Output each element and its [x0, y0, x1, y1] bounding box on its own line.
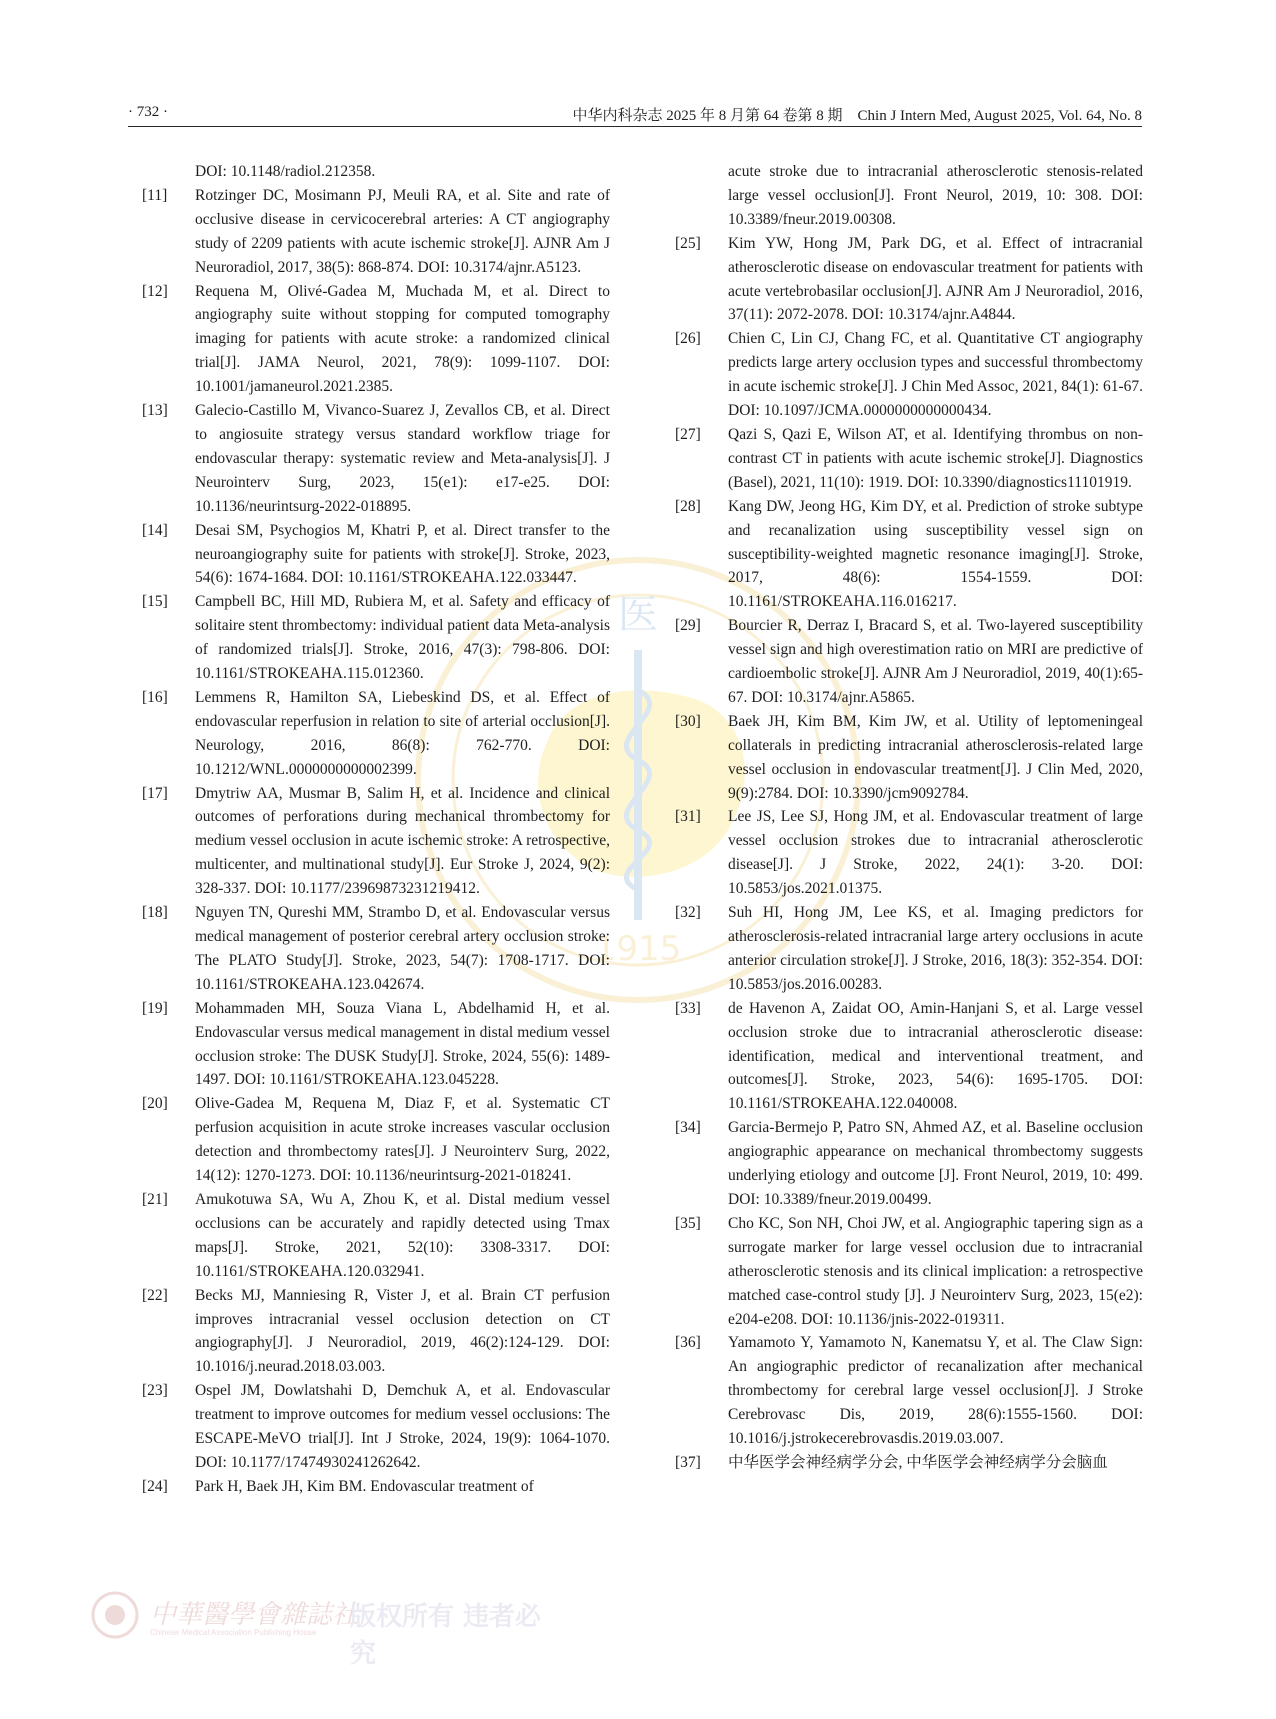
publisher-watermark [80, 1590, 560, 1669]
reference-item [142, 1475, 610, 1499]
reference-item [142, 997, 610, 1093]
reference-text: Desai SM, Psychogios M, Khatri P, et al. Direct transfer to the neuroangiography suite for patients with stroke[J]. Stroke, 2023, 54(6): 1674-1684. DOI: 10.1161/STROKEAHA.122.033447. [195, 521, 610, 587]
reference-number: [35] [675, 1214, 701, 1232]
reference-text: Kang DW, Jeong HG, Kim DY, et al. Prediction of stroke subtype and recanalization using susceptibility vessel sign on susceptibility-weighted magnetic resonance imaging[J]. Stroke, 2017, 48(6): 1554-1559. DOI: 10.1161/STROKEAHA.116.016217. [728, 497, 1143, 611]
reference-number: [22] [142, 1286, 168, 1304]
reference-text: Baek JH, Kim BM, Kim JW, et al. Utility of leptomeningeal collaterals in predicting intracranial atherosclerosis-related large vessel occlusion in endovascular treatment[J]. J Clin Med, 2020, 9(9):2784. DOI: 10.3390/jcm9092784. [728, 712, 1143, 802]
reference-text: Suh HI, Hong JM, Lee KS, et al. Imaging predictors for atherosclerosis-related intracranial large artery occlusions in acute anterior circulation stroke[J]. J Stroke, 2016, 18(3): 352-354. DOI: 10.5853/jos.2016.00283. [728, 904, 1143, 993]
reference-item [142, 590, 610, 686]
reference-text: Mohammaden MH, Souza Viana L, Abdelhamid H, et al. Endovascular versus medical management in distal medium vessel occlusion stroke: The DUSK Study[J]. Stroke, 2024, 55(6): 1489-1497. DOI: 10.1161/STROKEAHA.123.045228. [195, 999, 610, 1089]
reference-text: Galecio-Castillo M, Vivanco-Suarez J, Zevallos CB, et al. Direct to angiosuite strategy versus standard workflow triage for endovascular therapy: systematic review and Meta-analysis[J]. J Neurointerv Surg, 2023, 15(e1): e17-e25. DOI: 10.1136/neurintsurg-2022-018895. [195, 402, 610, 515]
reference-item [142, 1379, 610, 1475]
reference-text: Rotzinger DC, Mosimann PJ, Meuli RA, et al. Site and rate of occlusive disease in cervicocerebral arteries: A CT angiography study of 2209 patients with acute ischemic stroke[J]. AJNR Am J Neuroradiol, 2017, 38(5): 868-874. DOI: 10.3174/ajnr.A5123. [195, 186, 610, 276]
reference-item [142, 280, 610, 400]
reference-text: Ospel JM, Dowlatshahi D, Demchuk A, et al. Endovascular treatment to improve outcomes for medium vessel occlusions: The ESCAPE-MeVO trial[J]. Int J Stroke, 2024, 19(9): 1064-1070. DOI: 10.1177/17474930241262642. [195, 1382, 610, 1471]
publisher-logo-icon [90, 1590, 140, 1640]
reference-number: [23] [142, 1382, 168, 1400]
continuation-text: acute stroke due to intracranial atherosclerotic stenosis-related large vessel occlusion[J]. Front Neurol, 2019, 10: 308. DOI: 10.3389/fneur.2019.00308. [728, 163, 1143, 228]
reference-text: Requena M, Olivé-Gadea M, Muchada M, et al. Direct to angiography suite without stopping for computed tomography imaging for patients with acute stroke: a randomized clinical trial[J]. JAMA Neurol, 2021, 78(9): 1099-1107. DOI: 10.1001/jamaneurol.2021.2385. [195, 282, 610, 396]
reference-number: [15] [142, 593, 168, 611]
reference-number: [31] [675, 808, 701, 826]
reference-number: [12] [142, 282, 168, 300]
reference-text: Dmytriw AA, Musmar B, Salim H, et al. Incidence and clinical outcomes of perforations during mechanical thrombectomy for medium vessel occlusion in acute ischemic stroke: A retrospective, multicenter, and multinational study[J]. Eur Stroke J, 2024, 9(2): 328-337. DOI: 10.1177/23969873231219412. [195, 784, 610, 898]
reference-text: Yamamoto Y, Yamamoto N, Kanematsu Y, et al. The Claw Sign: An angiographic predictor of recanalization after mechanical thrombectomy for cerebral large vessel occlusion[J]. J Stroke Cerebrovasc Dis, 2019, 28(6):1555-1560. DOI: 10.1016/j.jstrokecerebrovasdis.2019.03.007. [728, 1334, 1143, 1448]
reference-number: [26] [675, 330, 701, 348]
reference-number: [11] [142, 186, 168, 204]
reference-number: [32] [675, 904, 701, 922]
reference-item [675, 901, 1143, 997]
reference-number: [29] [675, 617, 701, 635]
reference-text: Chien C, Lin CJ, Chang FC, et al. Quantitative CT angiography predicts large artery occlusion types and successful thrombectomy in acute ischemic stroke[J]. J Chin Med Assoc, 2021, 84(1): 61-67. DOI: 10.1097/JCMA.0000000000000434. [728, 330, 1143, 420]
reference-number: [20] [142, 1095, 168, 1113]
reference-text: Becks MJ, Manniesing R, Vister J, et al. Brain CT perfusion improves intracranial vessel occlusion detection on CT angiography[J]. J Neuroradiol, 2019, 46(2):124-129. DOI: 10.1016/j.neurad.2018.03.003. [195, 1286, 610, 1376]
publisher-name-en: Chinese Medical Association Publishing House [150, 1628, 317, 1637]
reference-column-left [142, 160, 610, 1499]
reference-item [675, 232, 1143, 328]
reference-number: [14] [142, 521, 168, 539]
reference-item [675, 710, 1143, 806]
reference-number: [16] [142, 688, 168, 706]
reference-number: [36] [675, 1334, 701, 1352]
reference-text: Qazi S, Qazi E, Wilson AT, et al. Identifying thrombus on non-contrast CT in patients with acute ischemic stroke[J]. Diagnostics (Basel), 2021, 11(10): 1919. DOI: 10.3390/diagnostics11101919. [728, 425, 1143, 491]
reference-text: Campbell BC, Hill MD, Rubiera M, et al. Safety and efficacy of solitaire stent thrombectomy: individual patient data Meta-analysis of randomized trials[J]. Stroke, 2016, 47(3): 798-806. DOI: 10.1161/STROKEAHA.115.012360. [195, 593, 610, 683]
reference-text: Lemmens R, Hamilton SA, Liebeskind DS, et al. Effect of endovascular reperfusion in relation to site of arterial occlusion[J]. Neurology, 2016, 86(8): 762-770. DOI: 10.1212/WNL.0000000000002399. [195, 688, 610, 778]
reference-text: Olive-Gadea M, Requena M, Diaz F, et al. Systematic CT perfusion acquisition in acute stroke increases vascular occlusion detection and thrombectomy rates[J]. J Neurointerv Surg, 2022, 14(12): 1270-1273. DOI: 10.1136/neurintsurg-2021-018241. [195, 1095, 610, 1185]
reference-item [142, 901, 610, 997]
reference-text: Garcia-Bermejo P, Patro SN, Ahmed AZ, et al. Baseline occlusion angiographic appearance on mechanical thrombectomy suggests underlying etiology and outcome [J]. Front Neurol, 2019, 10: 499. DOI: 10.3389/fneur.2019.00499. [728, 1119, 1143, 1208]
reference-item [142, 686, 610, 782]
reference-number: [34] [675, 1119, 701, 1137]
page-number: · 732 · [128, 104, 168, 120]
reference-number: [21] [142, 1190, 168, 1208]
reference-text: de Havenon A, Zaidat OO, Amin-Hanjani S, et al. Large vessel occlusion stroke due to intracranial atherosclerotic disease: identification, medical and interventional treatment, and outcomes[J]. Stroke, 2023, 54(6): 1695-1705. DOI: 10.1161/STROKEAHA.122.040008. [728, 999, 1143, 1113]
reference-item [675, 1116, 1143, 1212]
journal-citation: 中华内科杂志 2025 年 8 月第 64 卷第 8 期 Chin J Intern Med, August 2025, Vol. 64, No. 8 [572, 108, 1142, 124]
reference-text: Bourcier R, Derraz I, Bracard S, et al. Two-layered susceptibility vessel sign and high overestimation ratio on MRI are predictive of cardioembolic stroke[J]. AJNR Am J Neuroradiol, 2019, 40(1):65-67. DOI: 10.3174/ajnr.A5865. [728, 617, 1143, 706]
reference-text: Lee JS, Lee SJ, Hong JM, et al. Endovascular treatment of large vessel occlusion strokes due to intracranial atherosclerotic disease[J]. J Stroke, 2022, 24(1): 3-20. DOI: 10.5853/jos.2021.01375. [728, 808, 1143, 898]
running-header [128, 100, 1142, 127]
reference-text: Amukotuwa SA, Wu A, Zhou K, et al. Distal medium vessel occlusions can be accurately and rapidly detected using Tmax maps[J]. Stroke, 2021, 52(10): 3308-3317. DOI: 10.1161/STROKEAHA.120.032941. [195, 1190, 610, 1280]
reference-number: [37] [675, 1453, 701, 1471]
reference-text: Cho KC, Son NH, Choi JW, et al. Angiographic tapering sign as a surrogate marker for large vessel occlusion due to intracranial atherosclerotic stenosis and its clinical implication: a retrospective matched case-control study [J]. J Neurointerv Surg, 2023, 15(e2): e204-e208. DOI: 10.1136/jnis-2022-019311. [728, 1214, 1143, 1328]
reference-number: [30] [675, 712, 701, 730]
reference-column-right [675, 160, 1143, 1475]
publisher-name-cn: 中華醫學會雜誌社 [150, 1600, 359, 1630]
reference-item [142, 1188, 610, 1284]
reference-item [675, 614, 1143, 710]
reference-number: [17] [142, 784, 168, 802]
reference-number: [19] [142, 999, 168, 1017]
reference-item [675, 1212, 1143, 1332]
reference-item [142, 1284, 610, 1380]
reference-text: Kim YW, Hong JM, Park DG, et al. Effect of intracranial atherosclerotic disease on endovascular treatment for patients with acute vertebrobasilar occlusion[J]. AJNR Am J Neuroradiol, 2016, 37(11): 2072-2078. DOI: 10.3174/ajnr.A4844. [728, 234, 1143, 324]
seal-center-char: 医 [618, 592, 658, 638]
reference-number: [28] [675, 497, 701, 515]
reference-number: [27] [675, 425, 701, 443]
reference-text: Park H, Baek JH, Kim BM. Endovascular treatment of [195, 1477, 534, 1495]
reference-item [142, 184, 610, 280]
reference-item [142, 1092, 610, 1188]
seal-year: 1915 [594, 929, 682, 969]
reference-number: [25] [675, 234, 701, 252]
reference-text: 中华医学会神经病学分会, 中华医学会神经病学分会脑血 [728, 1453, 1108, 1471]
reference-item [675, 327, 1143, 423]
reference-item [675, 423, 1143, 495]
reference-number: [24] [142, 1477, 168, 1495]
reference-number: [18] [142, 904, 168, 922]
reference-item [675, 495, 1143, 615]
reference-item [142, 399, 610, 519]
reference-item [675, 997, 1143, 1117]
reference-item [142, 519, 610, 591]
copyright-notice: 版权所有 违者必究 [350, 1602, 542, 1669]
reference-text: Nguyen TN, Qureshi MM, Strambo D, et al. Endovascular versus medical management of posterior cerebral artery occlusion stroke: The PLATO Study[J]. Stroke, 2023, 54(7): 1708-1717. DOI: 10.1161/STROKEAHA.123.042674. [195, 904, 610, 993]
continuation-text: DOI: 10.1148/radiol.212358. [195, 163, 376, 180]
reference-number: [13] [142, 402, 168, 420]
reference-item [675, 805, 1143, 901]
reference-item [675, 1451, 1143, 1475]
reference-item [142, 782, 610, 902]
reference-item [675, 1331, 1143, 1451]
reference-number: [33] [675, 999, 701, 1017]
